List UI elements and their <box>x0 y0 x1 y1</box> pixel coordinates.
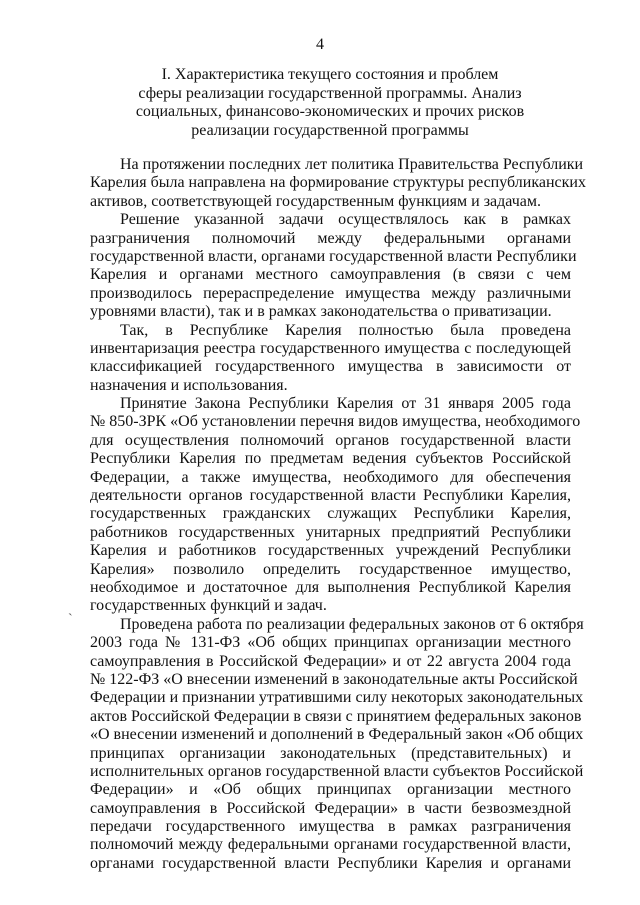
text-line: государственной власти, органами государственной власти Республики <box>90 247 577 265</box>
text-line: активов, соответствующей государственным функциям и задачам. <box>90 192 542 210</box>
text-line: Проведена работа по реализации федеральных законов от 6 октября <box>120 615 584 633</box>
text-line: деятельности органов государственной власти Республики Карелия, <box>90 487 571 505</box>
text-line: актов Российской Федерации в связи с принятием федеральных законов <box>90 707 582 725</box>
text-line: Так, в Республике Карелия полностью была проведена <box>120 321 571 339</box>
text-line: № 122-ФЗ «О внесении изменений в законодательные акты Российской <box>90 670 578 688</box>
text-line: для осуществления полномочий органов государственной власти <box>90 431 571 449</box>
text-line: Карелия и работников государственных учреждений Республики <box>90 542 571 560</box>
text-line: «О внесении изменений и дополнений в Федеральный закон «Об общих <box>90 726 584 744</box>
text-line: Карелия и органами местного самоуправления (в связи с чем <box>90 266 571 284</box>
text-line: Карелия» позволило определить государственное имущество, <box>90 560 571 578</box>
section-heading <box>90 66 570 140</box>
text-line: Республики Карелия по предметам ведения субъектов Российской <box>90 450 571 468</box>
heading-line: реализации государственной программы <box>191 121 469 139</box>
paragraph-3 <box>90 322 571 396</box>
text-line: классификацией государственного имущества в зависимости от <box>90 358 571 376</box>
text-line: Решение указанной задачи осуществлялось как в рамках <box>120 211 571 229</box>
text-line: Федерации, а также имущества, необходимого для обеспечения <box>90 468 571 486</box>
text-line: назначения и использования. <box>90 376 288 394</box>
text-line: государственных гражданских служащих Республики Карелия, <box>90 505 571 523</box>
page-number: 4 <box>316 36 324 53</box>
text-line: самоуправления в Российской Федерации» в части безвозмездной <box>90 799 571 817</box>
text-line: исполнительных органов государственной власти субъектов Российской <box>90 762 584 780</box>
text-line: необходимое и достаточное для выполнения Республикой Карелия <box>90 578 571 596</box>
text-line: Федерации и признании утратившими силу некоторых законодательных <box>90 689 584 707</box>
text-line: № 850-ЗРК «Об установлении перечня видов имущества, необходимого <box>90 413 581 431</box>
text-line: разграничения полномочий между федеральными органами <box>90 229 571 247</box>
heading-line: сферы реализации государственной программы. Анализ <box>138 84 522 102</box>
text-line: работников государственных унитарных предприятий Республики <box>90 523 571 541</box>
text-line: Принятие Закона Республики Карелия от 31 января 2005 года <box>120 395 571 413</box>
text-line: принципах организации законодательных (представительных) и <box>90 744 571 762</box>
text-line: Федерации» и «Об общих принципах организации местного <box>90 781 571 799</box>
text-line: Карелия была направлена на формирование структуры республиканских <box>90 174 586 192</box>
text-line: 2003 года № 131-ФЗ «Об общих принципах организации местного <box>90 634 571 652</box>
text-line: уровнями власти), так и в рамках законодательства о приватизации. <box>90 303 552 321</box>
text-line: передачи государственного имущества в рамках разграничения <box>90 818 571 836</box>
paragraph-2 <box>90 211 577 321</box>
text-line: производилось перераспределение имущества между различными <box>90 284 571 302</box>
text-line: органами государственной власти Республики Карелия и органами <box>90 854 571 872</box>
text-line: инвентаризация реестра государственного имущества с последующей <box>90 339 571 357</box>
paragraph-4 <box>90 395 581 616</box>
heading-line: социальных, финансово-экономических и прочих рисков <box>135 103 525 120</box>
text-line: государственных функций и задач. <box>90 597 327 615</box>
text-line: На протяжении последних лет политика Правительства Республики <box>120 156 584 173</box>
margin-mark: ` <box>68 612 73 627</box>
text-line: полномочий между федеральными органами государственной власти, <box>90 836 571 854</box>
text-line: самоуправления в Российской Федерации» и от 22 августа 2004 года <box>90 652 571 670</box>
heading-line: I. Характеристика текущего состояния и проблем <box>161 66 499 83</box>
paragraph-1 <box>90 156 586 211</box>
body-text <box>90 156 586 873</box>
paragraph-5 <box>90 615 584 873</box>
